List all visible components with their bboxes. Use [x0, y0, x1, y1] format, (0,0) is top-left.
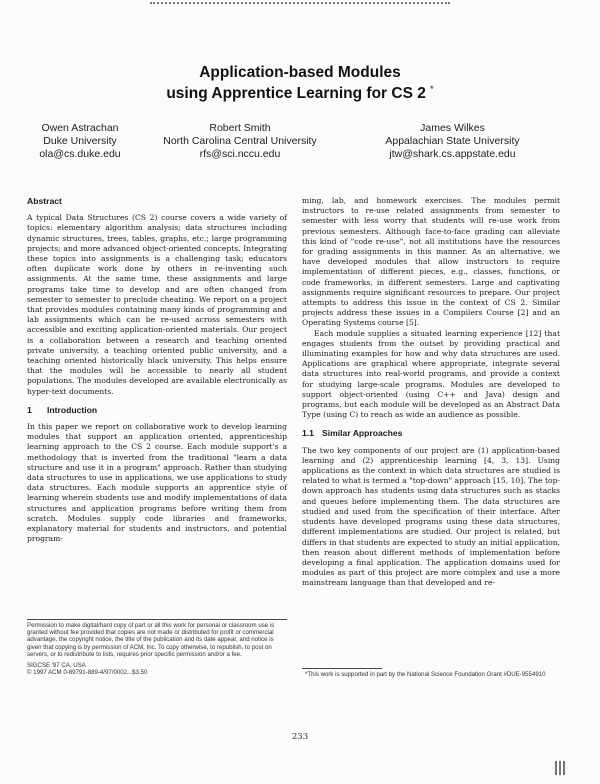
- body-paragraph-1: ming, lab, and homework exercises. The modules permit instructors to re-use related assignments from semester to semester with less worry that students will re-use work from previous semesters. Although face-to-face grading can alleviate this kind of "code re-use", not all institutions have the resources for grading assignments in this manner. As an alternative, we have developed modules that allow instructors to require implementation of different pieces, e.g., classes, functions, or code frameworks, in different semesters. Large and captivating assignments require significant resources to prepare. Our project attempts to address this issue in the context of CS 2. Similar projects address these issues in a Compilers Course [2] and an Operating Systems course [5].: [302, 196, 560, 328]
- author-email: rfs@sci.nccu.edu: [199, 148, 281, 160]
- body-paragraph-3: The two key components of our project are (1) application-based learning and (2) apprenticeship learning [4, 3, 13]. Using applications as the context in which data structures are studied is related to what is termed a "top-down" approach [15, 10]. The top-down approach has students using data structures such as stacks and queues before implementing them. The data structures are studied and used from the specification of their interface. After students have developed programs using these data structures, different implementations are studied. Our project is related, but differs in that students are expected to study an initial application, then reason about different methods of implementation before developing a final application. The application domains used for modules as part of this project are more complex and use a more mainstream language than that developed and re-: [302, 445, 560, 588]
- author-name: Owen Astrachan: [41, 122, 119, 134]
- page-number-wrap: [0, 732, 600, 742]
- author-affiliation: North Carolina Central University: [163, 135, 317, 147]
- subsection-title: Similar Approaches: [322, 428, 403, 439]
- page-number: 233: [291, 732, 309, 742]
- scan-header-marks: [150, 2, 450, 10]
- author-name: Robert Smith: [209, 122, 271, 134]
- author-block-1: [20, 122, 140, 161]
- title-footnote-mark: *: [430, 84, 434, 94]
- section-number: 1: [27, 404, 32, 415]
- section-title: Introduction: [47, 404, 98, 415]
- intro-heading: [27, 405, 287, 415]
- intro-text: In this paper we report on collaborative work to develop learning modules that support an application oriented, apprenticeship learning approach to the CS 2 course. Each module support's a methodology that is inverted from the traditional "learn a data structure and use it in a program" approach. Rather than studying data structures to use in applications, we use applications to study data structures. Each module supports an apprentice style of learning wherein students use and modify implementations of data structures and application programs before writing them from scratch. Modules supply code libraries and frameworks, explanatory material for students and instructors, and potential program-: [27, 422, 287, 544]
- author-block-2: [150, 122, 330, 161]
- conference-line: SIGCSE '97 CA, USA: [27, 662, 86, 670]
- body-paragraph-2: Each module supplies a situated learning experience [12] that engages students from the outset by providing practical and illuminating examples for how and why data structures are used. Applications are graphical where appropriate, integrate several data structures into real-world programs, and provide a context for studying large-scale programs. Modules are developed to support object-oriented (using C++ and Java) design and programs, but each module will be developed as an Abstract Data Type (using C) to reach as wide an audience as possible.: [302, 328, 560, 420]
- subsection-heading: [302, 428, 560, 438]
- paper-title-line1: Application-based Modules: [199, 64, 401, 81]
- author-affiliation: Duke University: [43, 135, 117, 147]
- scan-corner-mark: [555, 761, 567, 775]
- paper-title-line2: [0, 84, 600, 103]
- author-name: James Wilkes: [420, 122, 485, 134]
- footnote-rule-right: [302, 668, 382, 669]
- author-email: ola@cs.duke.edu: [39, 148, 121, 160]
- author-block-3: [355, 122, 550, 161]
- author-email: jtw@shark.cs.appstate.edu: [389, 148, 516, 160]
- abstract-heading: Abstract: [27, 196, 62, 206]
- footnote-rule-left: [27, 619, 287, 620]
- right-column: [302, 196, 560, 589]
- permission-notice: Permission to make digital/hard copy of part or all this work for personal or classroom use is granted without fee provided that copies are not made or distributed for profit or commercial advantage, the copyright notice, the title of the publication and its date appear, and notice is given that copying is by permission of ACM, Inc. To copy otherwise, to republish, to post on servers, or to redistribute to lists, requires prior specific permission and/or a fee.: [27, 622, 275, 658]
- paper-title-text: using Apprentice Learning for CS 2: [166, 85, 426, 103]
- funding-footnote: *This work is supported in part by the National Science Foundation Grant #DUE-9554910: [305, 671, 546, 678]
- author-affiliation: Appalachian State University: [385, 135, 520, 147]
- abstract-text: A typical Data Structures (CS 2) course covers a wide variety of topics: elementary algorithm analysis; data structures including dynamic structures, trees, tables, graphs, etc.; large programming projects; and more advanced object-oriented concepts. Integrating these topics into assignments is a challenging task; educators often duplicate work done by others in re-inventing such assignments. At the same time, these assignments and large programs take time to develop and are often changed from semester to semester to preclude cheating. We report on a project that provides modules containing many kinds of programming and lab assignments which can be re-used across semesters with accessible and exciting application-oriented materials. Our project is a collaboration between a research and teaching oriented private university, a teaching oriented public university, and a teaching oriented historically black university. This helps ensure that the modules will be accessible to nearly all student populations. The modules developed are available electronically as hyper-text documents.: [27, 213, 287, 396]
- permission-footnote: [27, 622, 289, 676]
- left-column: [27, 196, 287, 545]
- subsection-number: 1.1: [302, 428, 314, 439]
- copyright-line: © 1997 ACM 0-89791-889-4/97/0002...$3.50: [27, 669, 148, 677]
